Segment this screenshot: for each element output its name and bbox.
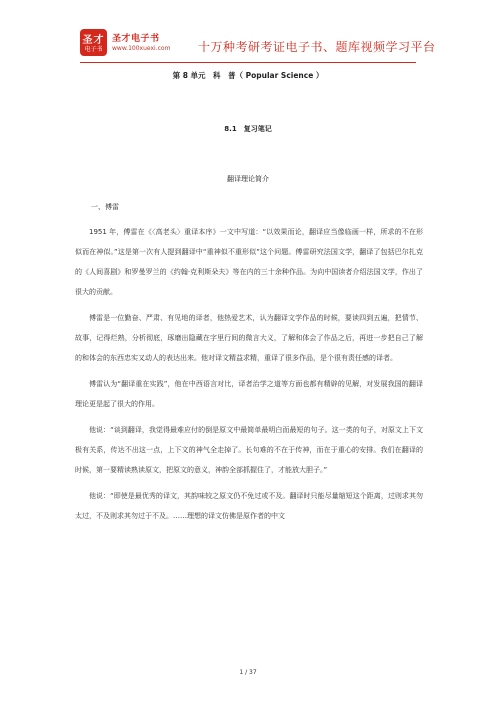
paragraph: 1951 年，傅雷在《〈高老头〉重译本序》一文中写道：“以效果而论，翻译应当像临画一样，所求的不在形似而在神似。”这是第一次有人提到翻译中“重神似不重形似”这个问题。傅雷研究法国文学，翻译了包括巴尔扎克的《人间喜剧》和罗曼罗兰的《约翰·克利斯朵夫》等在内的三十余种作品。为向中国读者介绍法国文学，作出了很大的贡献。	[75, 228, 423, 296]
paragraph: 他说：“谈到翻译，我觉得最难应付的倒是原文中最简单最明白而最短的句子。这一类的句子，对原文上下文极有关系，传达不出这一点，上下文的神气全走掉了。长句难的不在于传神，而在于重心的安排。我们在翻译的时候，第一要精读熟读原文，把原文的意义，神韵全部抓握住了，才能放大胆子。”	[75, 426, 423, 474]
brand-logo-icon[interactable]	[80, 29, 107, 56]
page-number: 1 / 37	[239, 669, 257, 676]
page-header	[0, 0, 496, 62]
logo-mark-bottom: 电子书	[84, 46, 103, 53]
paragraph: 傅雷是一位勤奋、严肃、有见地的译者，他热爱艺术，认为翻译文学作品的时候，要读四到五遍，把情节、故事，记得烂熟，分析彻底，琢磨出隐藏在字里行间的微言大义，了解和体会了作品之后，再进一步把自己了解的和体会的东西忠实又动人的表达出来。他对译文精益求精，重译了很多作品，是个很有责任感的译者。	[75, 314, 423, 362]
unit-title: 第 8 单元 科 普（ Popular Science ）	[172, 71, 324, 80]
section-title: 8.1 复习笔记	[224, 125, 272, 133]
header-slogan: 十万种考研考证电子书、题库视频学习平台	[198, 40, 436, 54]
body-content	[75, 222, 423, 532]
header-divider	[80, 62, 416, 63]
subsection-title: 翻译理论简介	[227, 175, 269, 183]
brand-url-link[interactable]: www.100xuexi.com	[112, 45, 171, 52]
logo-mark-top: 圣才	[82, 35, 105, 46]
paragraph: 他说：“即使是最优秀的译文，其韵味较之原文仍不免过或不及。翻译时只能尽量缩短这个距离，过则求其勿太过，不及则求其勿过于不及。……理想的译文仿佛是原作者的中文	[75, 492, 423, 520]
brand-name: 圣才电子书	[112, 34, 160, 44]
paragraph: 傅雷认为“翻译重在实践”，他在中西语言对比，译者治学之道等方面也都有精辟的见解，对发展我国的翻译理论更是起了很大的作用。	[75, 380, 423, 408]
heading-level-1: 一、傅雷	[91, 203, 119, 211]
